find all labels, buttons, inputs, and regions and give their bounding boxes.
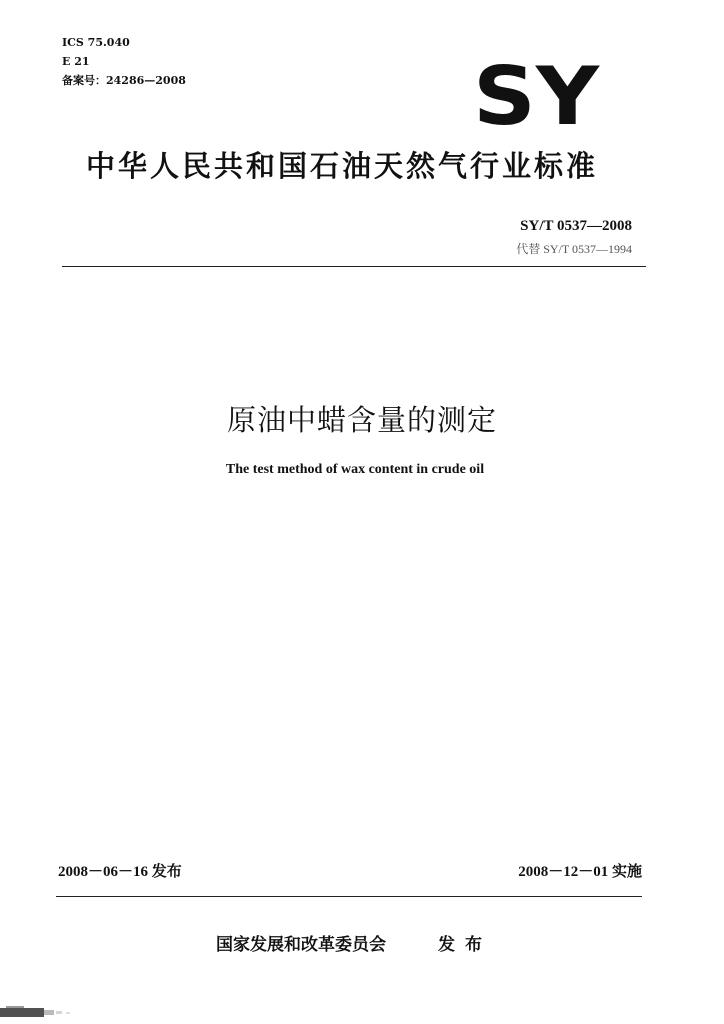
classification-code: E 21 <box>62 55 90 68</box>
sy-logo-text: SY <box>473 52 600 130</box>
document-title-english: The test method of wax content in crude oil <box>225 462 485 477</box>
issue-date: 2008－06－16 发布 <box>58 864 182 880</box>
publisher-name: 国家发展和改革委员会 <box>216 935 386 955</box>
header-rule <box>62 266 646 267</box>
scan-artifact <box>0 1004 80 1020</box>
document-title-chinese: 原油中蜡含量的测定 <box>226 403 497 437</box>
replaced-standard: 代替 SY/T 0537—1994 <box>516 242 632 256</box>
sy-logo <box>472 52 600 130</box>
ics-code: ICS 75.040 <box>62 36 130 49</box>
standard-number: SY/T 0537—2008 <box>520 218 632 234</box>
footer-rule <box>56 896 642 897</box>
effective-date: 2008－12－01 实施 <box>518 864 642 880</box>
filing-number: 备案号：24286—2008 <box>62 74 186 87</box>
issuer-title: 中华人民共和国石油天然气行业标准 <box>86 149 599 183</box>
publish-label: 发布 <box>438 935 492 955</box>
